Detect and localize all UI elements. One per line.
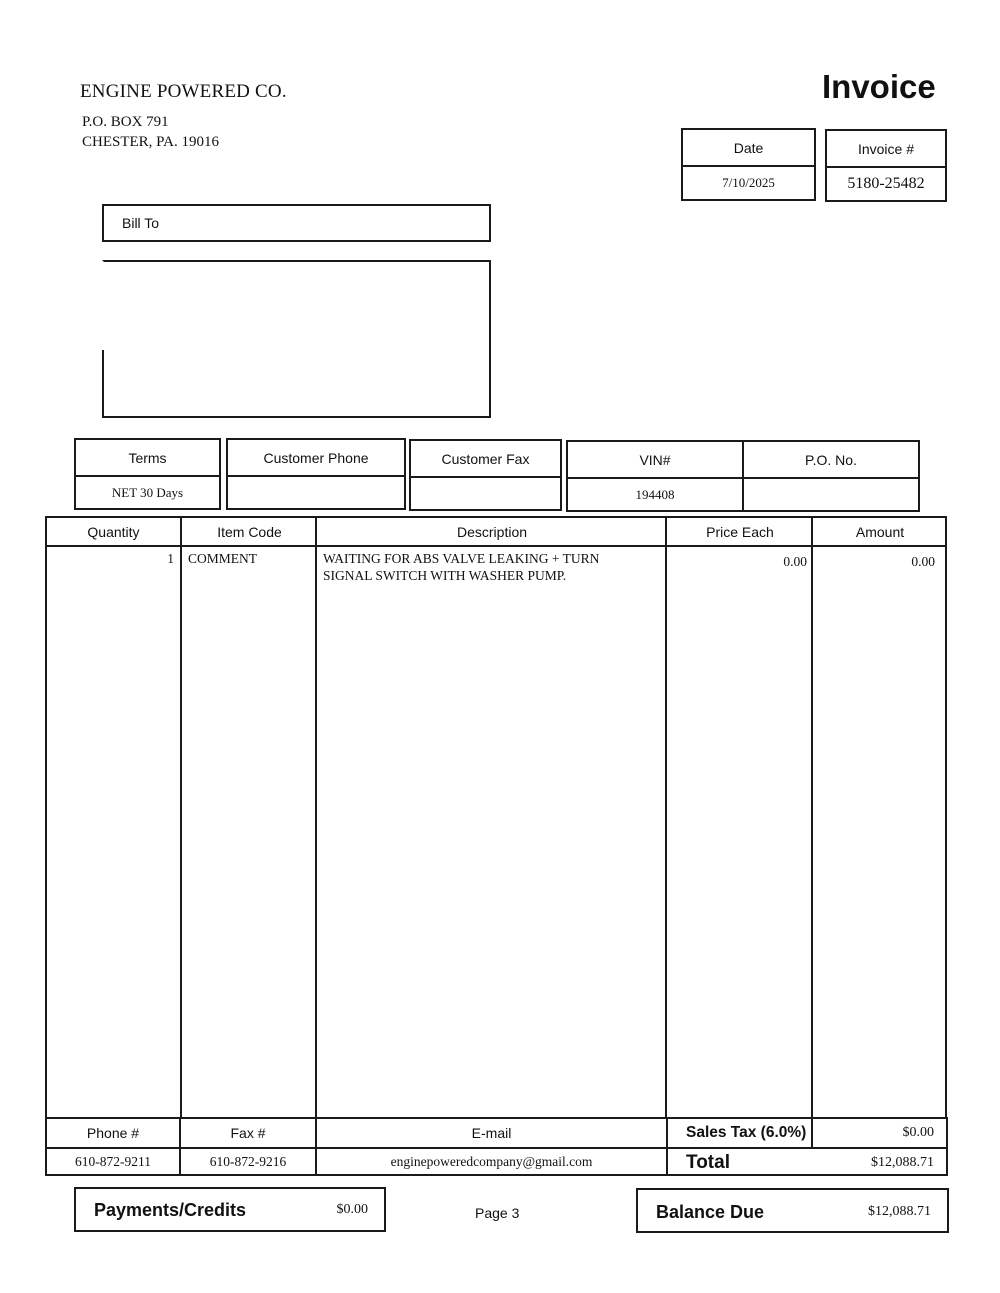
invoice-number-box <box>825 129 947 202</box>
contact-footer-table <box>45 1117 668 1176</box>
company-address-line1: P.O. BOX 791 <box>82 114 169 130</box>
fax-value: 610-872-9216 <box>209 1153 287 1169</box>
customer-phone-label: Customer Phone <box>228 440 404 477</box>
vin-value: 194408 <box>635 486 675 502</box>
page-number: Page 3 <box>475 1205 520 1221</box>
email-cell <box>315 1119 666 1174</box>
fax-cell <box>179 1119 315 1174</box>
balance-due-value: $12,088.71 <box>868 1204 931 1219</box>
row-item-code: COMMENT <box>188 551 258 566</box>
vin-cell <box>568 442 742 510</box>
phone-cell <box>47 1119 179 1174</box>
sales-tax-label: Sales Tax (6.0%) <box>668 1119 813 1147</box>
column-header-amount: Amount <box>813 518 947 547</box>
bill-to-box-border <box>102 350 104 418</box>
bill-to-address-box <box>102 260 491 418</box>
column-header-price-each: Price Each <box>667 518 813 547</box>
company-address-line2: CHESTER, PA. 19016 <box>82 134 219 150</box>
date-value: 7/10/2025 <box>722 175 775 190</box>
terms-box <box>74 438 221 510</box>
vin-po-box <box>566 440 920 512</box>
row-description: WAITING FOR ABS VALVE LEAKING + TURN SIGNAL SWITCH WITH WASHER PUMP. <box>323 551 600 583</box>
amount-column <box>811 518 947 1117</box>
total-row <box>668 1147 946 1177</box>
terms-label: Terms <box>76 440 219 477</box>
date-box <box>681 128 816 201</box>
row-amount: 0.00 <box>911 554 935 569</box>
company-name: ENGINE POWERED CO. <box>80 81 287 102</box>
po-label: P.O. No. <box>744 442 918 479</box>
payments-credits-box <box>74 1187 386 1232</box>
phone-label: Phone # <box>47 1119 179 1149</box>
column-header-item-code: Item Code <box>182 518 317 547</box>
total-value: $12,088.71 <box>871 1155 934 1170</box>
invoice-number-label: Invoice # <box>827 131 945 168</box>
po-cell <box>742 442 918 510</box>
customer-phone-value <box>228 477 404 508</box>
customer-fax-label: Customer Fax <box>411 441 560 478</box>
email-value: enginepoweredcompany@gmail.com <box>390 1153 593 1169</box>
sales-tax-row <box>668 1119 946 1147</box>
customer-phone-box <box>226 438 406 510</box>
column-header-description: Description <box>317 518 667 547</box>
balance-due-label: Balance Due <box>656 1202 765 1222</box>
totals-table <box>666 1117 948 1176</box>
price-each-column <box>665 518 813 1117</box>
line-items-table <box>45 516 947 1119</box>
row-quantity: 1 <box>167 551 174 566</box>
customer-fax-box <box>409 439 562 511</box>
customer-fax-value <box>411 478 560 509</box>
fax-label: Fax # <box>181 1119 315 1149</box>
column-header-quantity: Quantity <box>47 518 180 547</box>
phone-value: 610-872-9211 <box>75 1153 151 1169</box>
vin-label: VIN# <box>568 442 742 479</box>
bill-to-header <box>102 204 491 242</box>
sales-tax-value: $0.00 <box>902 1125 934 1140</box>
document-title: Invoice <box>822 68 936 105</box>
bill-to-address <box>104 262 489 268</box>
invoice-number-value: 5180-25482 <box>847 175 925 192</box>
date-label: Date <box>683 130 814 167</box>
email-label: E-mail <box>317 1119 666 1149</box>
payments-credits-value: $0.00 <box>336 1202 368 1217</box>
balance-due-box <box>636 1188 949 1233</box>
quantity-column <box>47 518 180 1117</box>
po-value <box>744 479 918 510</box>
bill-to-label: Bill To <box>122 215 160 231</box>
payments-credits-label: Payments/Credits <box>94 1200 247 1220</box>
row-price-each: 0.00 <box>783 554 807 569</box>
total-label: Total <box>686 1152 730 1173</box>
item-code-column <box>180 518 317 1117</box>
terms-value: NET 30 Days <box>111 484 184 500</box>
description-column <box>315 518 667 1117</box>
